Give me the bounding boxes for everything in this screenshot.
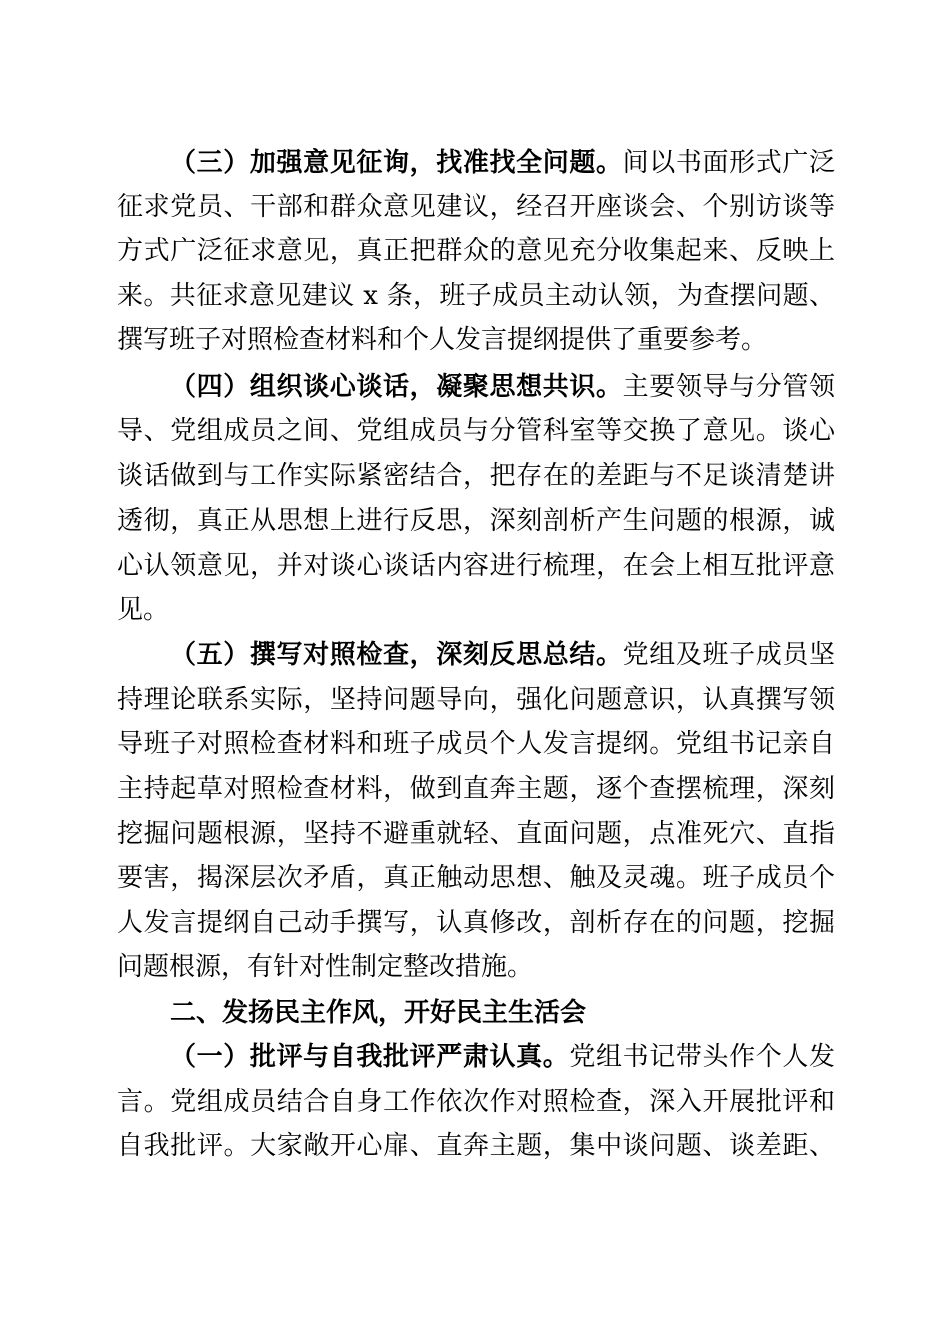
paragraph-5-line-5: 挖掘问题根源，坚持不避重就轻、直面问题，点准死穴、直指 <box>117 819 835 849</box>
paragraph-3-line-2: 征求党员、干部和群众意见建议，经召开座谈会、个别访谈等 <box>117 192 835 222</box>
paragraph-5-line-1 <box>170 638 835 672</box>
paragraph-1-text: 党组书记带头作个人发 <box>569 1042 835 1072</box>
paragraph-3-heading: （三）加强意见征询，找准找全问题。 <box>170 148 623 178</box>
paragraph-5-line-4: 主持起草对照检查材料，做到直奔主题，逐个查摆梳理，深刻 <box>117 774 835 804</box>
paragraph-3-line-1 <box>170 146 835 180</box>
paragraph-4-line-1 <box>170 370 835 404</box>
paragraph-4-line-2: 导、党组成员之间、党组成员与分管科室等交换了意见。谈心 <box>117 416 835 446</box>
paragraph-1-heading: （一）批评与自我批评严肃认真。 <box>170 1042 570 1072</box>
paragraph-5-heading: （五）撰写对照检查，深刻反思总结。 <box>170 640 623 670</box>
paragraph-5-line-3: 导班子对照检查材料和班子成员个人发言提纲。党组书记亲自 <box>117 729 835 759</box>
paragraph-4-line-6: 见。 <box>117 595 170 625</box>
paragraph-5-text: 党组及班子成员坚 <box>622 640 835 670</box>
paragraph-3-line-4: 来。共征求意见建议 x 条，班子成员主动认领，为查摆问题、 <box>117 281 835 311</box>
section-heading: 二、发扬民主作风，开好民主生活会 <box>170 998 587 1028</box>
paragraph-1-line-3: 自我批评。大家敞开心扉、直奔主题，集中谈问题、谈差距、 <box>117 1131 835 1161</box>
paragraph-4-line-4: 透彻，真正从思想上进行反思，深刻剖析产生问题的根源，诚 <box>117 506 835 536</box>
paragraph-5-line-8: 问题根源，有针对性制定整改措施。 <box>117 952 534 982</box>
paragraph-3-line-3: 方式广泛征求意见，真正把群众的意见充分收集起来、反映上 <box>117 236 835 266</box>
paragraph-4-text: 主要领导与分管领 <box>622 372 835 402</box>
paragraph-5-line-2: 持理论联系实际，坚持问题导向，强化问题意识，认真撰写领 <box>117 685 835 715</box>
paragraph-3-line-5: 撰写班子对照检查材料和个人发言提纲提供了重要参考。 <box>117 325 768 355</box>
paragraph-4-line-5: 心认领意见，并对谈心谈话内容进行梳理，在会上相互批评意 <box>117 551 835 581</box>
paragraph-1-line-1 <box>170 1040 835 1074</box>
paragraph-4-line-3: 谈话做到与工作实际紧密结合，把存在的差距与不足谈清楚讲 <box>117 461 835 491</box>
paragraph-5-line-6: 要害，揭深层次矛盾，真正触动思想、触及灵魂。班子成员个 <box>117 863 835 893</box>
paragraph-3-text: 间以书面形式广泛 <box>622 148 835 178</box>
paragraph-4-heading: （四）组织谈心谈话，凝聚思想共识。 <box>170 372 623 402</box>
paragraph-5-line-7: 人发言提纲自己动手撰写，认真修改，剖析存在的问题，挖掘 <box>117 908 835 938</box>
paragraph-1-line-2: 言。党组成员结合自身工作依次作对照检查，深入开展批评和 <box>117 1087 835 1117</box>
